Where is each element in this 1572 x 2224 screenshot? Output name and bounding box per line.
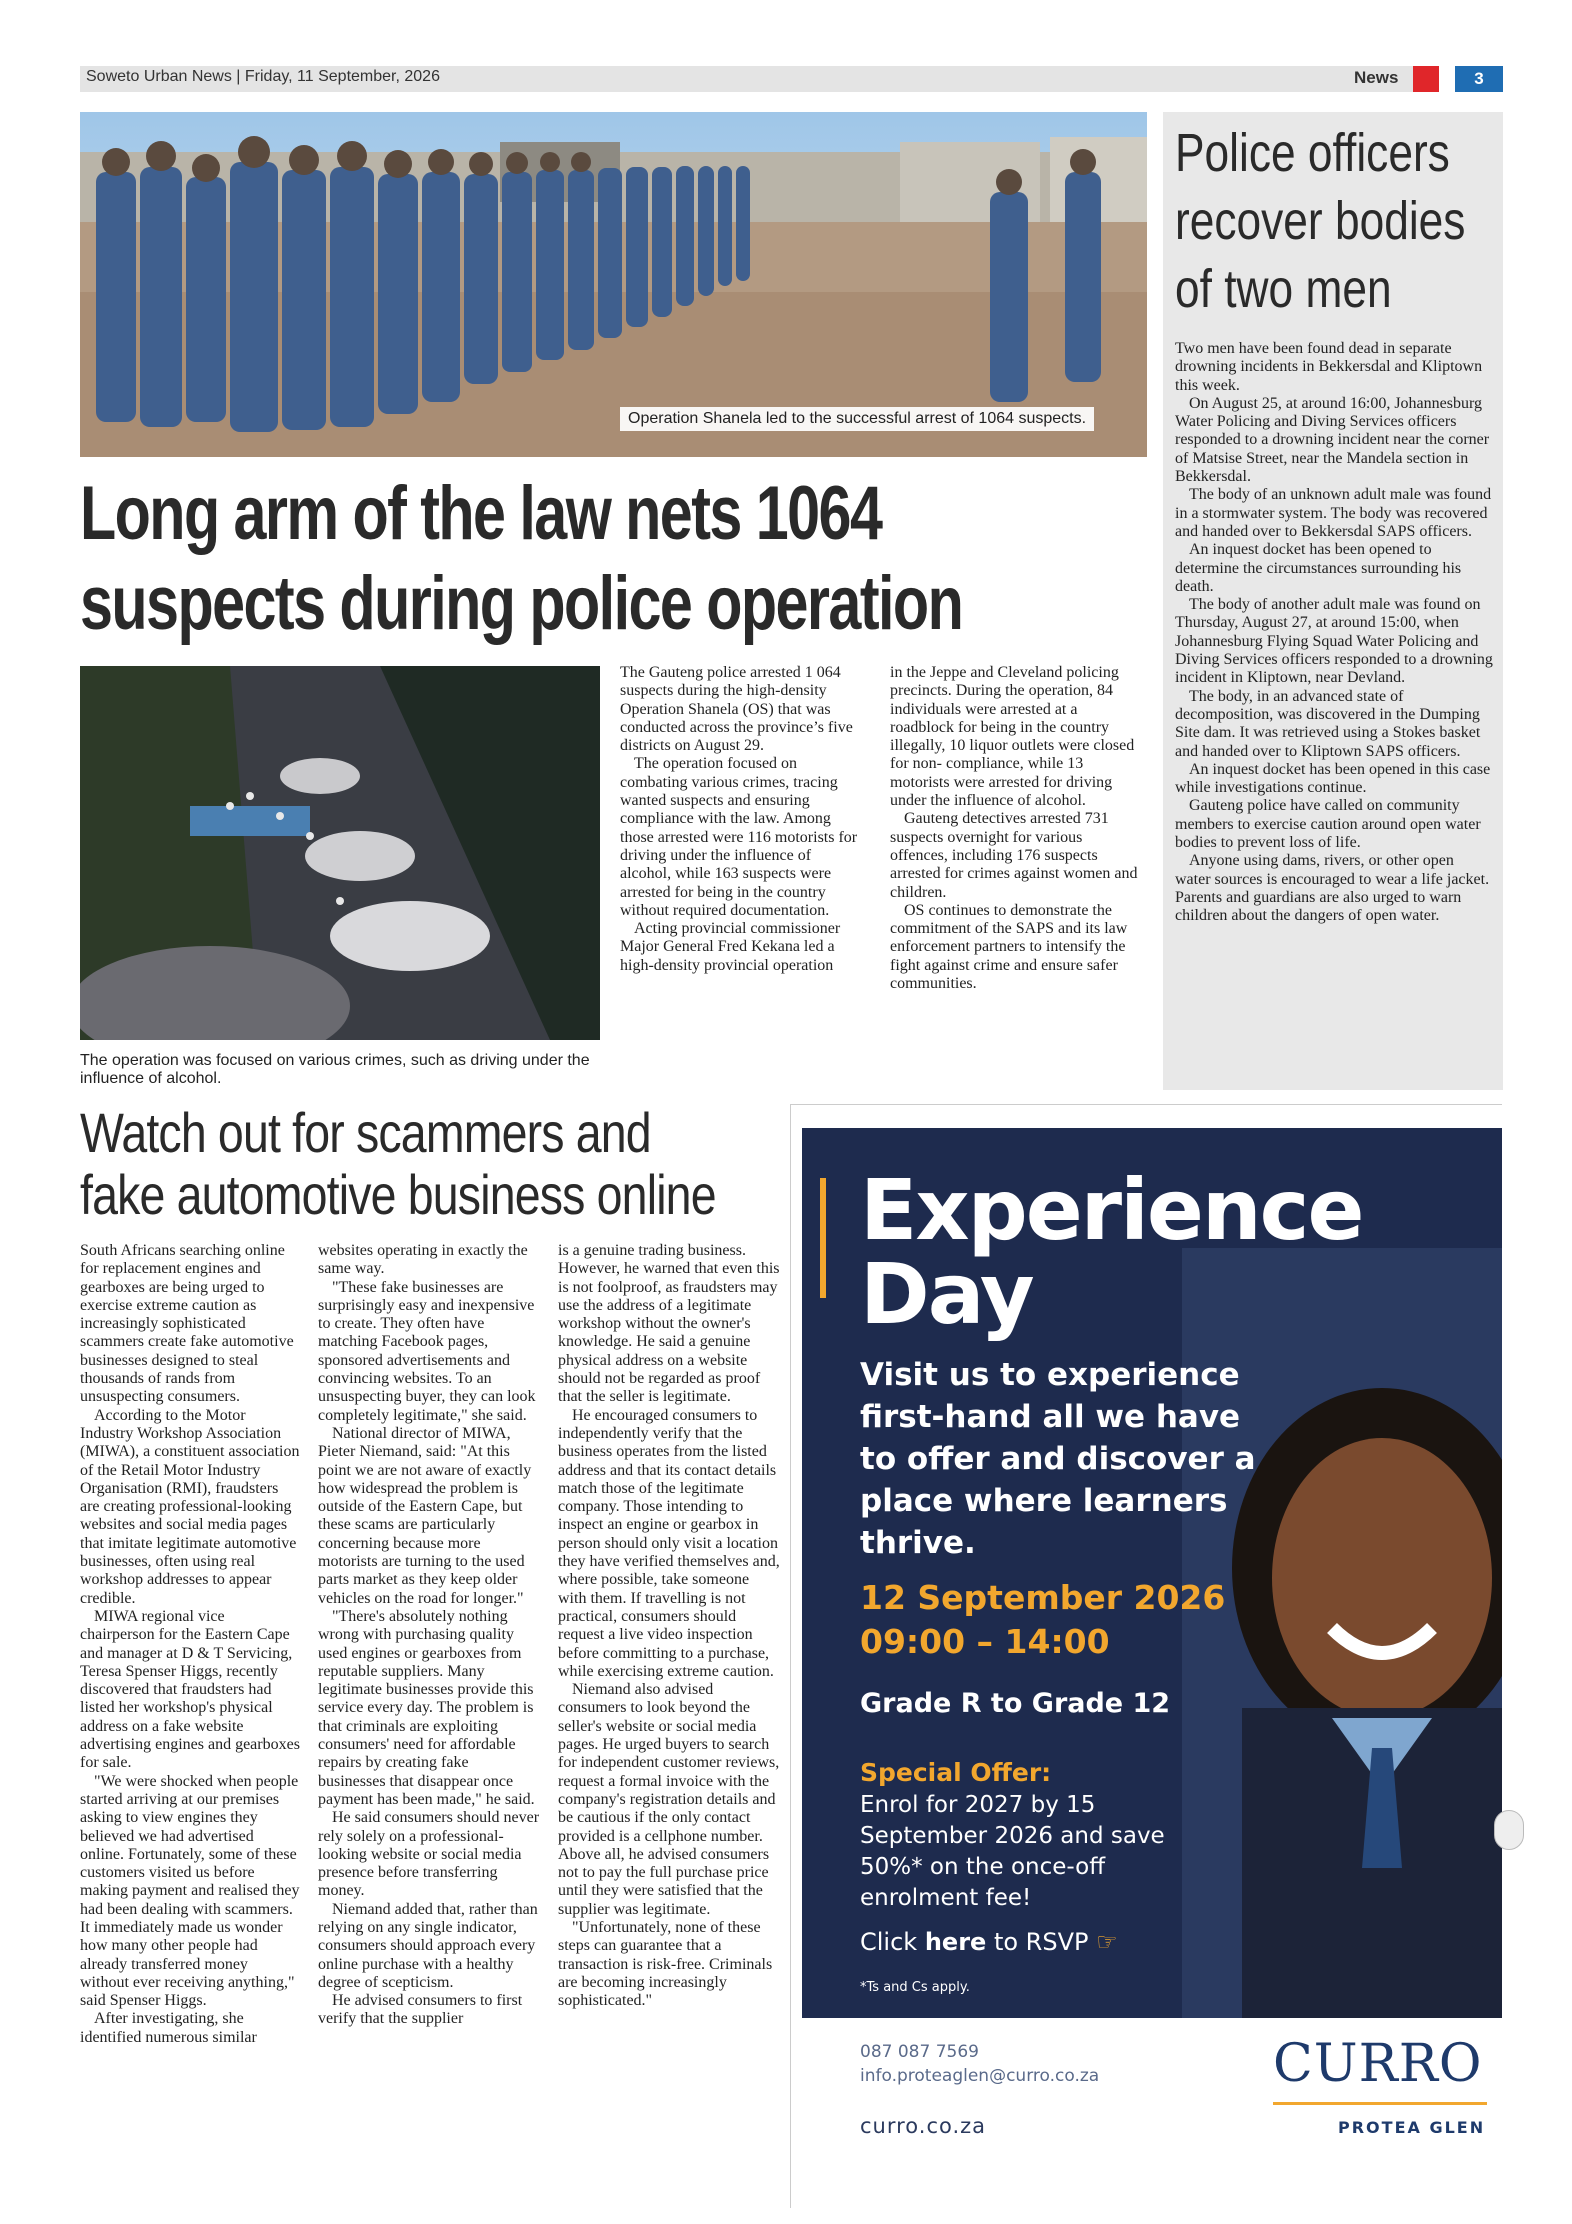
rsvp-prefix: Click xyxy=(860,1928,918,1956)
scam-story-column-1 xyxy=(80,1242,300,2047)
paragraph: Niemand also advised consumers to look beyond the seller's website or social media pages. He urged buyers to search for independent customer reviews, request a formal invoice with the company's registration details and be cautious if the only contact provided is a cellphone number. Above all, he advised consumers not to pay the full purchase price until they were satisfied that the supplier was legitimate. xyxy=(558,1681,780,1918)
paragraph: According to the Motor Industry Workshop Association (MIWA), a constituent association of the Retail Motor Industry Organisation (RMI), fraudsters are creating professional-looking websites and social media pages that imitate legitimate automotive businesses, often using real workshop addresses to appear credible. xyxy=(80,1406,300,1607)
terms-note: *Ts and Cs apply. xyxy=(860,1980,970,1995)
sidebar-body xyxy=(1175,340,1493,926)
paragraph: The operation focused on combating various crimes, tracing wanted suspects and ensuring compliance with the law. Among those arrested were 116 motorists for driving under the influence of alcohol, while 163 suspects were arrested for being in the country without required documentation. xyxy=(620,755,858,919)
lead-story-column-2 xyxy=(890,664,1140,993)
scam-headline-line1: Watch out for scammers and xyxy=(80,1101,651,1164)
paragraph: An inquest docket has been opened to determine the circumstances surrounding his death. xyxy=(1175,541,1462,595)
pointing-hand-icon: ☞ xyxy=(1096,1928,1118,1956)
phone-number: 087 087 7569 xyxy=(860,2042,979,2062)
ad-title-line2: Day xyxy=(860,1245,1033,1343)
page-number: 3 xyxy=(1455,66,1503,92)
ad-date xyxy=(860,1576,1225,1664)
paragraph: Gauteng detectives arrested 731 suspects overnight for various offences, including 176 suspects arrested for crimes against women and children. xyxy=(890,810,1138,901)
police-parade-photo xyxy=(80,112,1147,457)
ad-contact xyxy=(860,2040,1099,2088)
scam-headline-line2: fake automotive business online xyxy=(80,1163,716,1226)
paragraph: "There's absolutely nothing wrong with purchasing quality used engines or gearboxes from reputable suppliers. Many legitimate businesses provide this service every day. The problem is that criminals are exploiting consumers' need for affordable repairs by creating fake businesses that disappear once payment has been made," he said. xyxy=(318,1607,535,1808)
paragraph: The body, in an advanced state of decomposition, was discovered in the Dumping Site dam. It was retrieved using a Stokes basket and handed over to Kliptown SAPS officers. xyxy=(1175,687,1481,760)
section-color-box xyxy=(1413,66,1439,92)
rsvp-here[interactable]: here xyxy=(924,1928,987,1956)
rsvp-link[interactable] xyxy=(860,1928,1118,1956)
sidebar-headline-line1: Police officers xyxy=(1175,123,1450,183)
ad-title-line1: Experience xyxy=(860,1161,1363,1259)
paragraph: MIWA regional vice chairperson for the Eastern Cape and manager at D & T Servicing, Teresa Spenser Higgs, recently discovered that fraudsters had listed her workshop's physical address on a fake website advertising engines and gearboxes for sale. xyxy=(80,1607,300,1772)
paragraph: is a genuine trading business. However, he warned that even this is not foolproof, as fraudsters may use the address of a legitimate workshop without the owner's knowledge. He said a genuine physical address on a website should not be regarded as proof that the seller is legitimate. xyxy=(558,1242,780,1406)
paragraph: Gauteng police have called on community members to exercise caution around open water bodies to prevent loss of life. xyxy=(1175,797,1481,852)
page-scroll-handle[interactable] xyxy=(1494,1810,1524,1850)
paragraph: websites operating in exactly the same way. xyxy=(318,1242,528,1278)
paragraph: Anyone using dams, rivers, or other open water sources is encouraged to wear a life jacket. Parents and guardians are also urged to warn children about the dangers of open water. xyxy=(1175,852,1490,925)
paragraph: After investigating, she identified numerous similar xyxy=(80,2010,257,2046)
paragraph: South Africans searching online for replacement engines and gearboxes are being urged to exercise extreme caution as increasingly sophisticated scammers create fake automotive businesses designed to steal thousands of rands from unsuspecting consumers. xyxy=(80,1242,294,1406)
paragraph: National director of MIWA, Pieter Niemand, said: "At this point we are not aware of exactly how widespread the problem is outside of the Eastern Cape, but these scams are particularly concerning because more motorists are turning to the used parts market as they keep older vehicles on the road for longer." xyxy=(318,1424,532,1607)
offer-heading: Special Offer: xyxy=(860,1758,1052,1787)
lead-story-column-1 xyxy=(620,664,860,975)
masthead: Soweto Urban News | Friday, 11 September, 2026 xyxy=(86,68,440,85)
offer-text: Enrol for 2027 by 15 September 2026 and save 50%* on the once-off enrolment fee! xyxy=(860,1792,1165,1911)
paragraph: He said consumers should never rely solely on a professional-looking website or social media presence before transferring money. xyxy=(318,1809,540,1900)
sidebar-headline-line3: of two men xyxy=(1175,259,1392,319)
photo2-caption: The operation was focused on various crimes, such as driving under the influence of alcohol. xyxy=(80,1052,590,1087)
scam-story-column-3 xyxy=(558,1242,780,2010)
paragraph: On August 25, at around 16:00, Johannesburg Water Policing and Diving Services officers responded to a drowning incident near the corner of Matsise Street, near the Mandela section in Bekkersdal. xyxy=(1175,394,1490,486)
rsvp-suffix: to RSVP xyxy=(993,1928,1089,1956)
paragraph: He encouraged consumers to independently verify that the business operates from the listed address and that its contact details match those of the legitimate company. Those intending to inspect an engine or gearbox in person should only visit a location they have verified themselves and, where possible, take someone with them. If travelling is not practical, consumers should request a live video inspection before committing to a purchase, while exercising extreme caution. xyxy=(558,1406,780,1680)
ad-title xyxy=(860,1161,1363,1343)
roadblock-photo xyxy=(80,666,600,1040)
paragraph: He advised consumers to first verify that the supplier xyxy=(318,1992,523,2028)
photo-caption: Operation Shanela led to the successful arrest of 1064 suspects. xyxy=(620,407,1094,431)
email-address[interactable]: info.proteaglen@curro.co.za xyxy=(860,2066,1100,2086)
ad-grades: Grade R to Grade 12 xyxy=(860,1688,1171,1719)
paragraph: The body of another adult male was found on Thursday, August 27, at around 15:00, when Johannesburg Flying Squad Water Policing and Diving Services officers responded to a drowning incident in Kliptown, near Devland. xyxy=(1175,596,1493,687)
website-link[interactable]: curro.co.za xyxy=(860,2114,987,2138)
paragraph: The body of an unknown adult male was found in a stormwater system. The body was recovered and handed over to Bekkersdal SAPS officers. xyxy=(1175,486,1492,540)
event-date: 12 September 2026 xyxy=(860,1578,1226,1617)
paragraph: OS continues to demonstrate the commitment of the SAPS and its law enforcement partners to intensify the fight against crime and ensure safer communities. xyxy=(890,901,1128,993)
lead-headline-line1: Long arm of the law nets 1064 xyxy=(80,471,882,556)
curro-advert[interactable] xyxy=(802,1128,1502,2018)
logo-divider xyxy=(1273,2102,1487,2105)
paragraph: "Unfortunately, none of these steps can guarantee that a transaction is risk-free. Criminals are becoming increasingly sophisticated." xyxy=(558,1918,773,2010)
campus-name: PROTEA GLEN xyxy=(1338,2118,1486,2137)
paragraph: The Gauteng police arrested 1 064 suspects during the high-density Operation Shanela (OS) that was conducted across the province’s five districts on August 29. xyxy=(620,664,853,755)
accent-bar xyxy=(820,1178,826,1298)
lead-headline-line2: suspects during police operation xyxy=(80,561,963,646)
sidebar-headline-line2: recover bodies xyxy=(1175,191,1466,251)
paragraph: in the Jeppe and Cleveland policing precincts. During the operation, 84 individuals were arrested at a roadblock for being in the country illegally, 10 liquor outlets were closed for non- compliance, while 13 motorists were arrested for driving under the influence of alcohol. xyxy=(890,664,1135,810)
section-label: News xyxy=(1354,68,1399,87)
scam-story-column-2 xyxy=(318,1242,540,2029)
paragraph: Acting provincial commissioner Major General Fred Kekana led a high-density provincial operation xyxy=(620,920,841,974)
paragraph: "We were shocked when people started arriving at our premises asking to view engines they believed we had advertised online. Fortunately, some of these customers visited us before making payment and realised they had been dealing with scammers. It immediately made us wonder how many other people had already transferred money without ever receiving anything," said Spenser Higgs. xyxy=(80,1772,300,2010)
paragraph: "These fake businesses are surprisingly easy and inexpensive to create. They often have matching Facebook pages, sponsored advertisements and convincing websites. To an unsuspecting buyer, they can look completely legitimate," she said. xyxy=(318,1278,536,1424)
paragraph: Niemand added that, rather than relying on any single indicator, consumers should approach every online purchase with a healthy degree of scepticism. xyxy=(318,1900,538,1991)
paragraph: Two men have been found dead in separate drowning incidents in Bekkersdal and Kliptown this week. xyxy=(1175,340,1483,394)
curro-logo: CURRO xyxy=(1273,2034,1483,2094)
ad-visit-text: Visit us to experience first-hand all we have to offer and discover a place where learners thrive. xyxy=(860,1357,1256,1561)
event-time: 09:00 – 14:00 xyxy=(860,1622,1110,1661)
paragraph: An inquest docket has been opened in this case while investigations continue. xyxy=(1175,760,1491,797)
